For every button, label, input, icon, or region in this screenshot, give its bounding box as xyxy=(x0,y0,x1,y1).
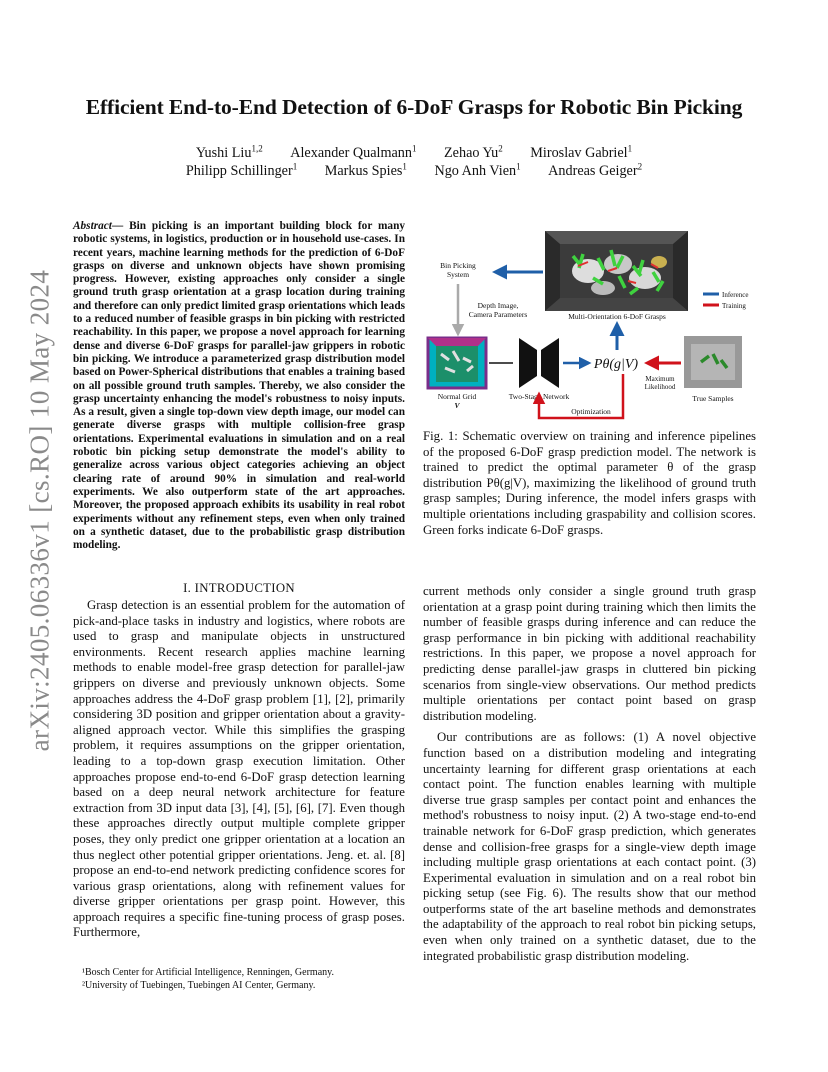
author: Zehao Yu$^2$ xyxy=(444,143,503,161)
section-heading-introduction: I. INTRODUCTION xyxy=(183,581,295,595)
author: Miroslav Gabriel$^1$ xyxy=(530,143,633,161)
two-stage-network-label: Two-Stage Network xyxy=(508,392,570,401)
abstract-text: Bin picking is an important building block for many robotic systems, in logistics, production or in household use-cases. In recent years, machine learning methods for the prediction of 6-DoF grasps on diverse and unknown objects have shown promising progress. However, existing approaches only consider a single ground truth grasp orientation at a grasp location during training and therefore can only predict limited grasp orientations which leads to a reduced number of feasible grasps in bin picking with restricted reachability. In this paper, we propose a novel approach for learning dense and diverse 6-DoF grasps for parallel-jaw grippers in robotic bin picking. We introduce a parameterized grasp distribution model based on Power-Spherical distributions that enables a training based on all possible ground truth samples. Thereby, we also consider the grasp uncertainty enhancing the model's robustness to noisy inputs. As a result, given a single top-down view depth image, our model can generate diverse grasps with multiple collision-free grasp orientations. Experimental evaluations in simulation and on a real robotic bin picking setup demonstrate the model's ability to generalize across various object categories achieving an object clearing rate of around 90% in simulation and real-world experiments. We also outperform state of the art approaches. Moreover, the proposed approach exhibits its usability in real robot experiments without any refinement steps, even when only trained on a synthetic dataset, due to the probabilistic grasp distribution modeling. xyxy=(73,220,405,552)
figure-1-caption: Fig. 1: Schematic overview on training and inference pipelines of the proposed 6-DoF grasp prediction model. The network is trained to predict the optimal parameter θ of the grasp distribution Pθ(g|V), maximizing the likelihood of ground truth grasp samples; During inference, the model infers grasps with multiple orientations including graspability and collision scores. Green forks indicate 6-DoF grasps. xyxy=(423,429,756,537)
author: Philipp Schillinger$^1$ xyxy=(185,161,298,179)
paragraph: Grasp detection is an essential problem for the automation of pick-and-place tasks in industry and logistics, where robots are used to grasp and manipulate objects in unstructured environments. Recent research applies machine learning methods to enable model-free grasp detection for parallel-jaw grippers on diverse and previously unknown objects. Some approaches address the 4-DoF grasp problem [1], [2], primarily considering 3D position and gripper orientation about a gravity-aligned approach vector. While this simplifies the grasping problem, it requires assumptions on the gripper orientation, leading to a top-down grasp execution limitation. Other approaches propose end-to-end 6-DoF grasp detection learning based on a deep neural network architecture for feature extraction from 3D input data [3], [4], [5], [6], [7]. Even though these approaches directly output multiple complete gripper poses, they only predict one gripper orientation at a location an thus neglect other potential gripper orientations. Jeng. et. al. [8] propose an end-to-end network predicting confidence scores for various grasp orientations, along with refinement values for diverse gripper orientations per grasp point. However, this approach requires a specific fine-tuning process of grasp poses. Furthermore, xyxy=(73,598,405,940)
author-line-1 xyxy=(0,145,828,162)
author: Yushi Liu$^{1,2}$ xyxy=(195,143,263,161)
legend-training: Training xyxy=(722,302,746,310)
max-likelihood-label-1: Maximum xyxy=(645,375,675,383)
multi-orientation-grasp-image xyxy=(545,231,688,311)
true-samples-label: True Samples xyxy=(692,394,734,403)
author: Andreas Geiger$^2$ xyxy=(548,161,643,179)
network-encoder xyxy=(519,338,537,388)
max-likelihood-label-2: Likelihood xyxy=(644,383,676,391)
bin-picking-label-2: System xyxy=(446,270,470,279)
paper-title: Efficient End-to-End Detection of 6-DoF Grasps for Robotic Bin Picking xyxy=(85,95,743,119)
paragraph: Our contributions are as follows: (1) A novel objective function based on a distribution modeling and integrating uncertainty learning for different grasp orientations at each contact point. The function enables learning with multiple diverse true grasp samples per contact point and enhances the method's robustness to noisy input. (2) A two-stage end-to-end trainable network for 6-DoF grasp prediction, which generates dense and collision-free grasps for a single-view depth image including multiple grasp orientations at each contact point. (3) Experimental evaluation in simulation and on a real robot bin picking setup (see Fig. 6). The results show that our method outperforms state of the art baseline methods and demonstrates the adaptability of the approach to real robot bin picking setups, even when only trained on a synthetic dataset, due to the integrated probabilistic grasp distribution modeling. xyxy=(423,730,756,963)
normal-grid-label: Normal Grid xyxy=(437,392,477,401)
normal-grid-variable: V xyxy=(454,401,460,410)
footnotes xyxy=(82,967,406,992)
figure-1-schematic xyxy=(423,226,756,426)
arxiv-identifier: arXiv:2405.06336v1 [cs.RO] 10 May 2024 xyxy=(24,269,55,752)
multi-orientation-label: Multi-Orientation 6-DoF Grasps xyxy=(568,312,666,321)
network-decoder xyxy=(541,338,559,388)
normal-grid-cube xyxy=(428,338,486,388)
depth-image-label-2: Camera Parameters xyxy=(468,310,528,319)
footnote: ¹Bosch Center for Artificial Intelligence, Renningen, Germany. xyxy=(82,967,334,978)
author: Ngo Anh Vien$^1$ xyxy=(434,161,521,179)
left-column-body xyxy=(73,598,405,941)
paragraph: current methods only consider a single ground truth grasp orientation at a grasp point during training which then limits the number of feasible grasps during inference and can reduce the grasp performance in bin picking with additional reachability restrictions. In this paper, we propose a novel approach for predicting dense parallel-jaw grasps in cluttered bin picking scenarios from single-view observations. Our method predicts multiple orientations per contact point based on grasp distribution modeling. xyxy=(423,584,756,723)
bin-picking-label-1: Bin Picking xyxy=(440,261,476,270)
grasp-distribution-formula: Pθ(g|V) xyxy=(593,357,639,372)
right-column-body xyxy=(423,584,756,964)
abstract-label: Abstract xyxy=(73,220,112,232)
legend-inference: Inference xyxy=(722,291,749,299)
footnote: ²University of Tuebingen, Tuebingen AI Center, Germany. xyxy=(82,979,316,991)
abstract: Abstract— Bin picking is an important building block for many robotic systems, in logistics, production or in household use-cases. In recent years, machine learning methods for the prediction of 6-DoF grasps on diverse and unknown objects have shown promising progress. However, existing approaches only consider a single ground truth grasp orientation at a grasp location during training and therefore can only predict limited grasp orientations which leads to a reduced number of feasible grasps in bin picking with restricted reachability. In this paper, we propose a novel approach for learning dense and diverse 6-DoF grasps for parallel-jaw grippers in robotic bin picking. We introduce a parameterized grasp distribution model based on Power-Spherical distributions that enables a training based on all possible ground truth samples. Thereby, we also consider the grasp uncertainty enhancing the model's robustness to noisy inputs. As a result, given a single top-down view depth image, our model can generate diverse grasps with multiple collision-free grasp orientations. Experimental evaluations in simulation and on a real robotic bin picking setup demonstrate the model's ability to generalize across various object categories achieving an object clearing rate of around 90% in simulation and real-world experiments. We also outperform state of the art approaches. Moreover, the proposed approach exhibits its usability in real robot experiments without any refinement steps, even when only trained on a synthetic dataset, due to the probabilistic grasp distribution modeling. xyxy=(73,220,405,552)
author: Alexander Qualmann$^1$ xyxy=(290,143,417,161)
author: Markus Spies$^1$ xyxy=(324,161,407,179)
depth-image-label-1: Depth Image, xyxy=(477,301,519,310)
optimization-label: Optimization xyxy=(571,407,611,416)
author-line-2 xyxy=(0,163,828,180)
